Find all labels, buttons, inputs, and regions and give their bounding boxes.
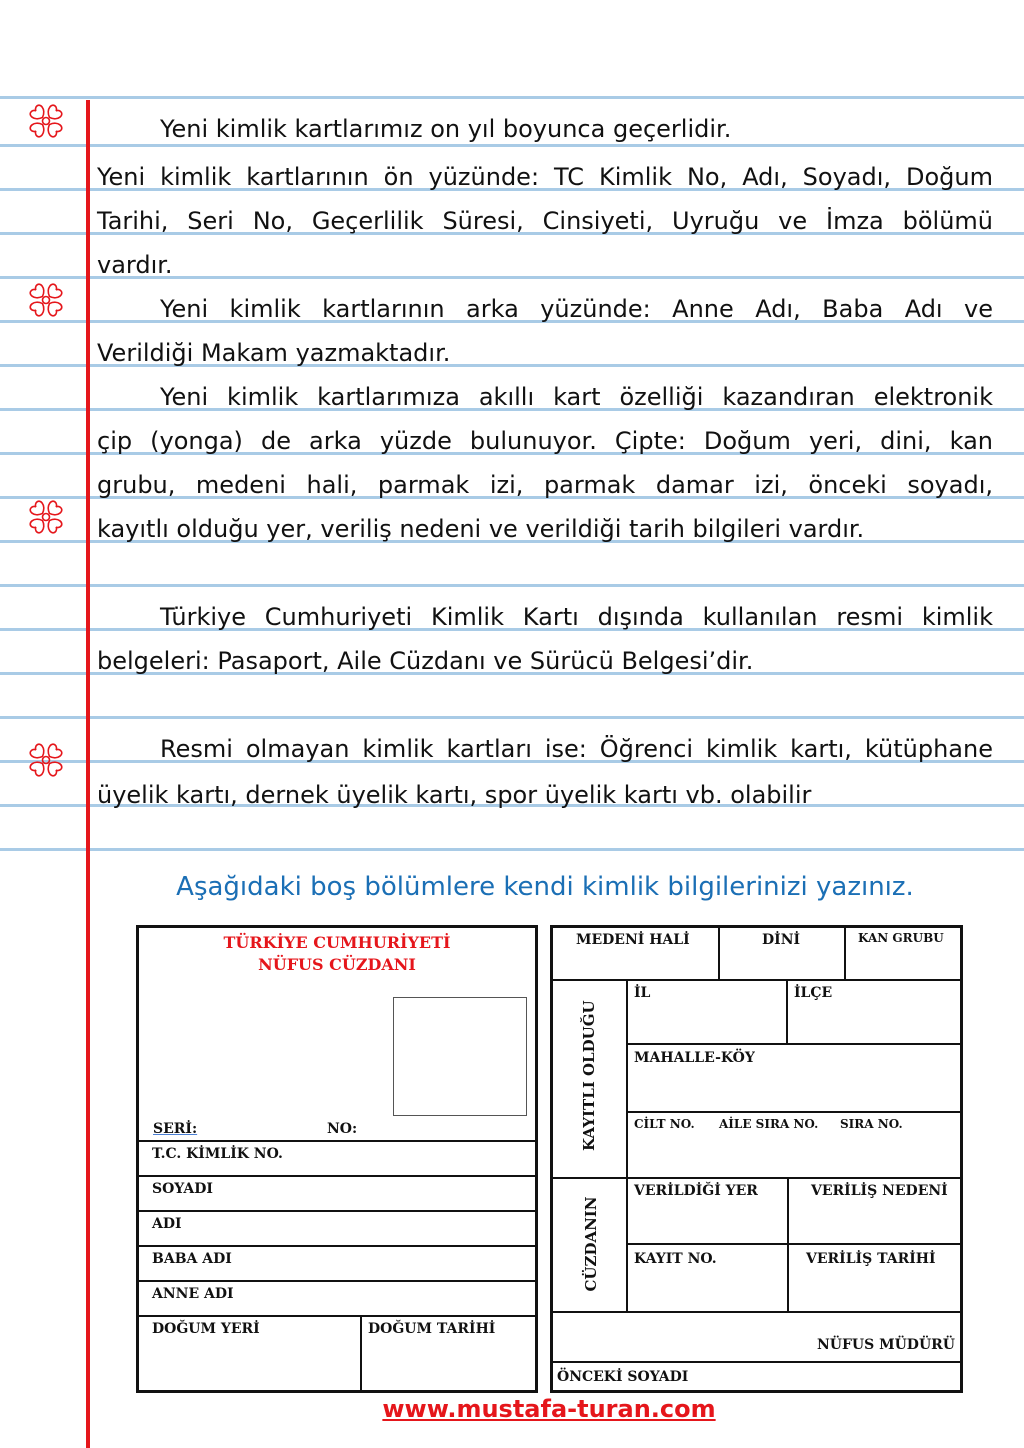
medeni-label: MEDENİ HALİ	[576, 932, 690, 948]
no-label: NO:	[327, 1121, 358, 1137]
onceki-label: ÖNCEKİ SOYADI	[557, 1369, 689, 1385]
flower-icon	[26, 101, 66, 141]
verildigi-label: VERİLDİĞİ YER	[634, 1183, 758, 1199]
tarihi-field[interactable]	[787, 1243, 963, 1313]
baba-label: BABA ADI	[152, 1251, 232, 1267]
text-line: Yeni kimlik kartlarımıza akıllı kart özelliği kazandıran elektronik	[160, 383, 993, 411]
soyadi-label: SOYADI	[152, 1181, 213, 1197]
instruction: Aşağıdaki boş bölümlere kendi kimlik bilgilerinizi yazınız.	[176, 872, 914, 902]
text-line: Resmi olmayan kimlik kartları ise: Öğrenci kimlik kartı, kütüphane	[160, 735, 993, 763]
id-card-back	[550, 925, 963, 1393]
dogum-yeri-label: DOĞUM YERİ	[152, 1321, 260, 1337]
text-line: Tarihi, Seri No, Geçerlilik Süresi, Cinsiyeti, Uyruğu ve İmza bölümü	[97, 207, 993, 235]
anne-field[interactable]	[136, 1280, 538, 1317]
ruled-line	[0, 716, 1024, 719]
cilt-field[interactable]	[626, 1111, 963, 1179]
kayit-field[interactable]	[626, 1243, 789, 1313]
kan-label: KAN GRUBU	[858, 931, 944, 945]
onceki-field[interactable]	[550, 1361, 963, 1393]
kayit-label: KAYIT NO.	[634, 1251, 717, 1267]
mudur-field[interactable]	[550, 1311, 963, 1363]
cilt-label: CİLT NO.	[634, 1117, 695, 1131]
id-card-front	[136, 925, 538, 1393]
nedeni-label: VERİLİŞ NEDENİ	[811, 1183, 948, 1199]
website-link[interactable]: www.mustafa-turan.com	[382, 1395, 716, 1423]
flower-icon	[26, 497, 66, 537]
ruled-line	[0, 144, 1024, 147]
il-label: İL	[634, 985, 651, 1001]
card-title: TÜRKİYE CUMHURİYETİ	[223, 933, 451, 952]
text-line: vardır.	[97, 251, 173, 279]
il-field[interactable]	[626, 979, 788, 1045]
text-line: belgeleri: Pasaport, Aile Cüzdanı ve Sürücü Belgesi’dir.	[97, 647, 754, 675]
text-line: Verildiği Makam yazmaktadır.	[97, 339, 451, 367]
nedeni-field[interactable]	[787, 1177, 963, 1245]
dini-field[interactable]	[718, 925, 846, 981]
cuzdanin-header	[550, 1177, 628, 1313]
kan-field[interactable]	[844, 925, 963, 981]
ilce-field[interactable]	[786, 979, 963, 1045]
sira-label: SIRA NO.	[840, 1117, 903, 1131]
text-line: grubu, medeni hali, parmak izi, parmak damar izi, önceki soyadı,	[97, 471, 993, 499]
dogum-tarihi-field[interactable]	[360, 1315, 538, 1393]
ruled-line	[0, 584, 1024, 587]
tc-label: T.C. KİMLİK NO.	[152, 1146, 283, 1162]
baba-field[interactable]	[136, 1245, 538, 1282]
text-line: çip (yonga) de arka yüzde bulunuyor. Çipte: Doğum yeri, dini, kan	[97, 427, 993, 455]
anne-label: ANNE ADI	[152, 1286, 234, 1302]
verildigi-field[interactable]	[626, 1177, 789, 1245]
ilce-label: İLÇE	[794, 985, 833, 1001]
text-line: Yeni kimlik kartlarının arka yüzünde: Anne Adı, Baba Adı ve	[160, 295, 993, 323]
text-line: üyelik kartı, dernek üyelik kartı, spor üyelik kartı vb. olabilir	[97, 781, 812, 809]
seri-label: SERİ:	[153, 1121, 198, 1137]
text-line: Yeni kimlik kartlarımız on yıl boyunca geçerlidir.	[160, 115, 732, 143]
mahalle-label: MAHALLE-KÖY	[634, 1050, 755, 1066]
photo-box[interactable]	[393, 997, 527, 1116]
kayitli-header	[550, 979, 628, 1179]
flower-icon	[26, 280, 66, 320]
kayitli-label: KAYITLI OLDUĞU	[580, 1000, 598, 1151]
text-line: Yeni kimlik kartlarının ön yüzünde: TC Kimlik No, Adı, Soyadı, Doğum	[97, 163, 993, 191]
dini-label: DİNİ	[762, 932, 801, 948]
cuzdanin-label: CÜZDANIN	[582, 1196, 600, 1292]
mahalle-field[interactable]	[626, 1043, 963, 1113]
dogum-tarihi-label: DOĞUM TARİHİ	[368, 1321, 496, 1337]
adi-label: ADI	[152, 1216, 182, 1232]
dogum-yeri-field[interactable]	[136, 1315, 362, 1393]
tc-field[interactable]	[136, 1140, 538, 1177]
soyadi-field[interactable]	[136, 1175, 538, 1212]
adi-field[interactable]	[136, 1210, 538, 1247]
ruled-line	[0, 848, 1024, 851]
medeni-field[interactable]	[550, 925, 720, 981]
tarihi-label: VERİLİŞ TARİHİ	[806, 1251, 936, 1267]
text-line: Türkiye Cumhuriyeti Kimlik Kartı dışında kullanılan resmi kimlik	[160, 603, 993, 631]
flower-icon	[26, 740, 66, 780]
ruled-line	[0, 96, 1024, 99]
text-line: kayıtlı olduğu yer, veriliş nedeni ve verildiği tarih bilgileri vardır.	[97, 515, 865, 543]
margin-line	[86, 100, 90, 1448]
aile-label: AİLE SIRA NO.	[719, 1117, 819, 1131]
card-subtitle: NÜFUS CÜZDANI	[258, 955, 416, 974]
mudur-label: NÜFUS MÜDÜRÜ	[816, 1337, 955, 1353]
